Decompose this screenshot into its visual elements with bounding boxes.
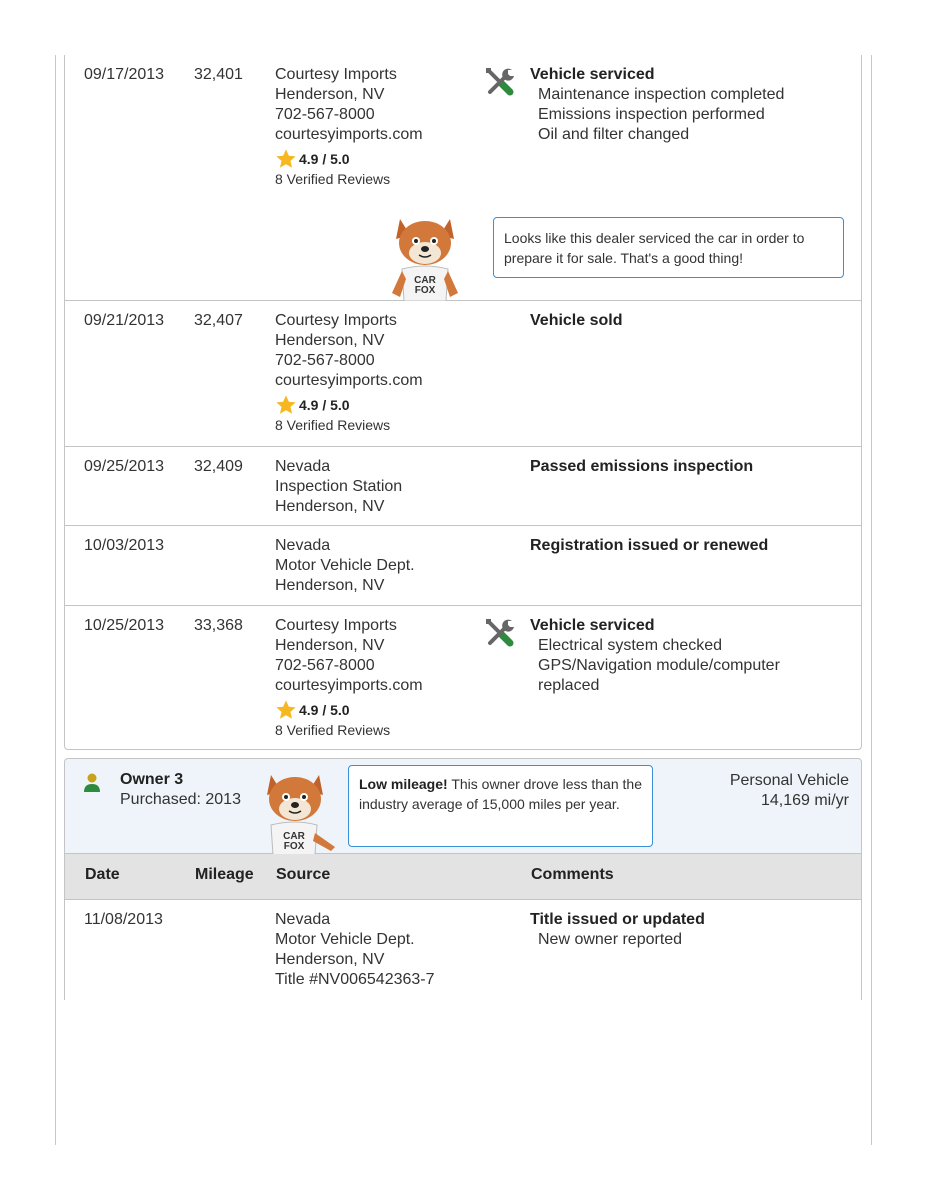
person-icon <box>83 773 101 793</box>
table-row <box>64 606 862 750</box>
callout-text: This owner drove less than the industry average of 15,000 miles per year. <box>359 776 642 812</box>
rating-value: 4.9 / 5.0 <box>299 151 350 167</box>
carfox-mascot-icon <box>257 769 337 855</box>
record-mileage: 33,368 <box>194 617 243 634</box>
comment-detail: GPS/Navigation module/computer <box>538 657 780 674</box>
column-header-mileage: Mileage <box>195 866 254 883</box>
table-row <box>64 900 862 1000</box>
comment-title: Vehicle serviced <box>530 66 655 83</box>
record-source <box>275 616 423 739</box>
right-frame-line <box>871 55 872 1145</box>
left-frame-line <box>55 55 56 1145</box>
table-row <box>64 526 862 606</box>
record-comments <box>530 910 705 950</box>
record-mileage: 32,409 <box>194 458 243 475</box>
record-comments <box>530 536 768 556</box>
record-mileage: 32,407 <box>194 312 243 329</box>
record-comments <box>530 311 622 331</box>
record-source <box>275 457 402 517</box>
table-row <box>64 447 862 526</box>
source-line: Motor Vehicle Dept. <box>275 557 415 574</box>
record-date: 11/08/2013 <box>84 911 163 928</box>
rating-value: 4.9 / 5.0 <box>299 702 350 718</box>
record-comments <box>530 65 784 145</box>
comment-detail: replaced <box>538 677 600 694</box>
source-website-link[interactable]: courtesyimports.com <box>275 677 423 694</box>
mascot-shirt-text: FOX <box>414 285 436 296</box>
verified-reviews-link[interactable]: 8 Verified Reviews <box>275 171 391 187</box>
comment-title: Registration issued or renewed <box>530 537 769 554</box>
source-line: Henderson, NV <box>275 637 385 654</box>
source-line: Henderson, NV <box>275 577 385 594</box>
record-source <box>275 65 423 188</box>
comment-detail: Maintenance inspection completed <box>538 86 785 103</box>
comment-detail: New owner reported <box>538 931 683 948</box>
annual-mileage: 14,169 mi/yr <box>760 792 849 809</box>
comment-title: Title issued or updated <box>530 911 705 928</box>
source-line: Henderson, NV <box>275 951 385 968</box>
vehicle-use-type: Personal Vehicle <box>729 772 849 789</box>
owner-summary-panel <box>64 758 862 854</box>
source-line: Nevada <box>275 537 331 554</box>
rating-value: 4.9 / 5.0 <box>299 397 350 413</box>
source-line: Nevada <box>275 458 331 475</box>
callout-bold-text: Low mileage! <box>359 776 448 792</box>
table-row <box>64 55 862 301</box>
record-date: 10/03/2013 <box>84 537 165 554</box>
title-number: Title #NV006542363-7 <box>275 971 435 988</box>
source-line: Courtesy Imports <box>275 66 397 83</box>
wrench-screwdriver-icon <box>484 617 518 649</box>
record-date: 10/25/2013 <box>84 617 165 634</box>
source-website-link[interactable]: courtesyimports.com <box>275 126 423 143</box>
record-date: 09/17/2013 <box>84 66 165 83</box>
record-source <box>275 536 415 596</box>
low-mileage-callout <box>348 765 653 847</box>
comment-detail: Electrical system checked <box>538 637 723 654</box>
mascot-shirt-text: CAR <box>414 275 436 286</box>
star-icon <box>275 699 297 721</box>
record-mileage: 32,401 <box>194 66 243 83</box>
comment-title: Vehicle serviced <box>530 617 655 634</box>
star-icon <box>275 394 297 416</box>
carfox-mascot-icon <box>386 213 464 301</box>
star-icon <box>275 148 297 170</box>
column-header-comments: Comments <box>531 866 614 883</box>
record-comments <box>530 616 780 696</box>
table-header-row <box>64 854 862 900</box>
table-row <box>64 301 862 447</box>
record-comments <box>530 457 753 477</box>
dealer-callout: Looks like this dealer serviced the car in order to prepare it for sale. That's a good thing! <box>493 217 844 278</box>
source-line: Inspection Station <box>275 478 403 495</box>
source-line: 702-567-8000 <box>275 657 375 674</box>
source-line: Nevada <box>275 911 331 928</box>
source-line: Henderson, NV <box>275 86 385 103</box>
source-line: 702-567-8000 <box>275 106 375 123</box>
record-date: 09/21/2013 <box>84 312 165 329</box>
owner-purchased: Purchased: 2013 <box>120 791 241 808</box>
source-website-link[interactable]: courtesyimports.com <box>275 372 423 389</box>
source-line: Henderson, NV <box>275 332 385 349</box>
mascot-shirt-text: CAR <box>283 831 305 842</box>
source-line: Henderson, NV <box>275 498 385 515</box>
mascot-shirt-text: FOX <box>283 841 305 852</box>
comment-detail: Oil and filter changed <box>538 126 690 143</box>
dealer-rating[interactable] <box>275 700 423 720</box>
source-line: Courtesy Imports <box>275 312 397 329</box>
record-source <box>275 910 435 990</box>
comment-title: Vehicle sold <box>530 312 623 329</box>
source-line: 702-567-8000 <box>275 352 375 369</box>
comment-detail: Emissions inspection performed <box>538 106 765 123</box>
comment-title: Passed emissions inspection <box>530 458 754 475</box>
wrench-screwdriver-icon <box>484 66 518 98</box>
owner-name: Owner 3 <box>120 771 184 788</box>
dealer-rating[interactable] <box>275 395 423 415</box>
verified-reviews-link[interactable]: 8 Verified Reviews <box>275 417 391 433</box>
source-line: Motor Vehicle Dept. <box>275 931 415 948</box>
column-header-date: Date <box>85 866 120 883</box>
verified-reviews-link[interactable]: 8 Verified Reviews <box>275 722 391 738</box>
record-date: 09/25/2013 <box>84 458 165 475</box>
owner-vehicle-type <box>730 771 849 811</box>
dealer-rating[interactable] <box>275 149 423 169</box>
column-header-source: Source <box>276 866 331 883</box>
record-source <box>275 311 423 434</box>
source-line: Courtesy Imports <box>275 617 397 634</box>
